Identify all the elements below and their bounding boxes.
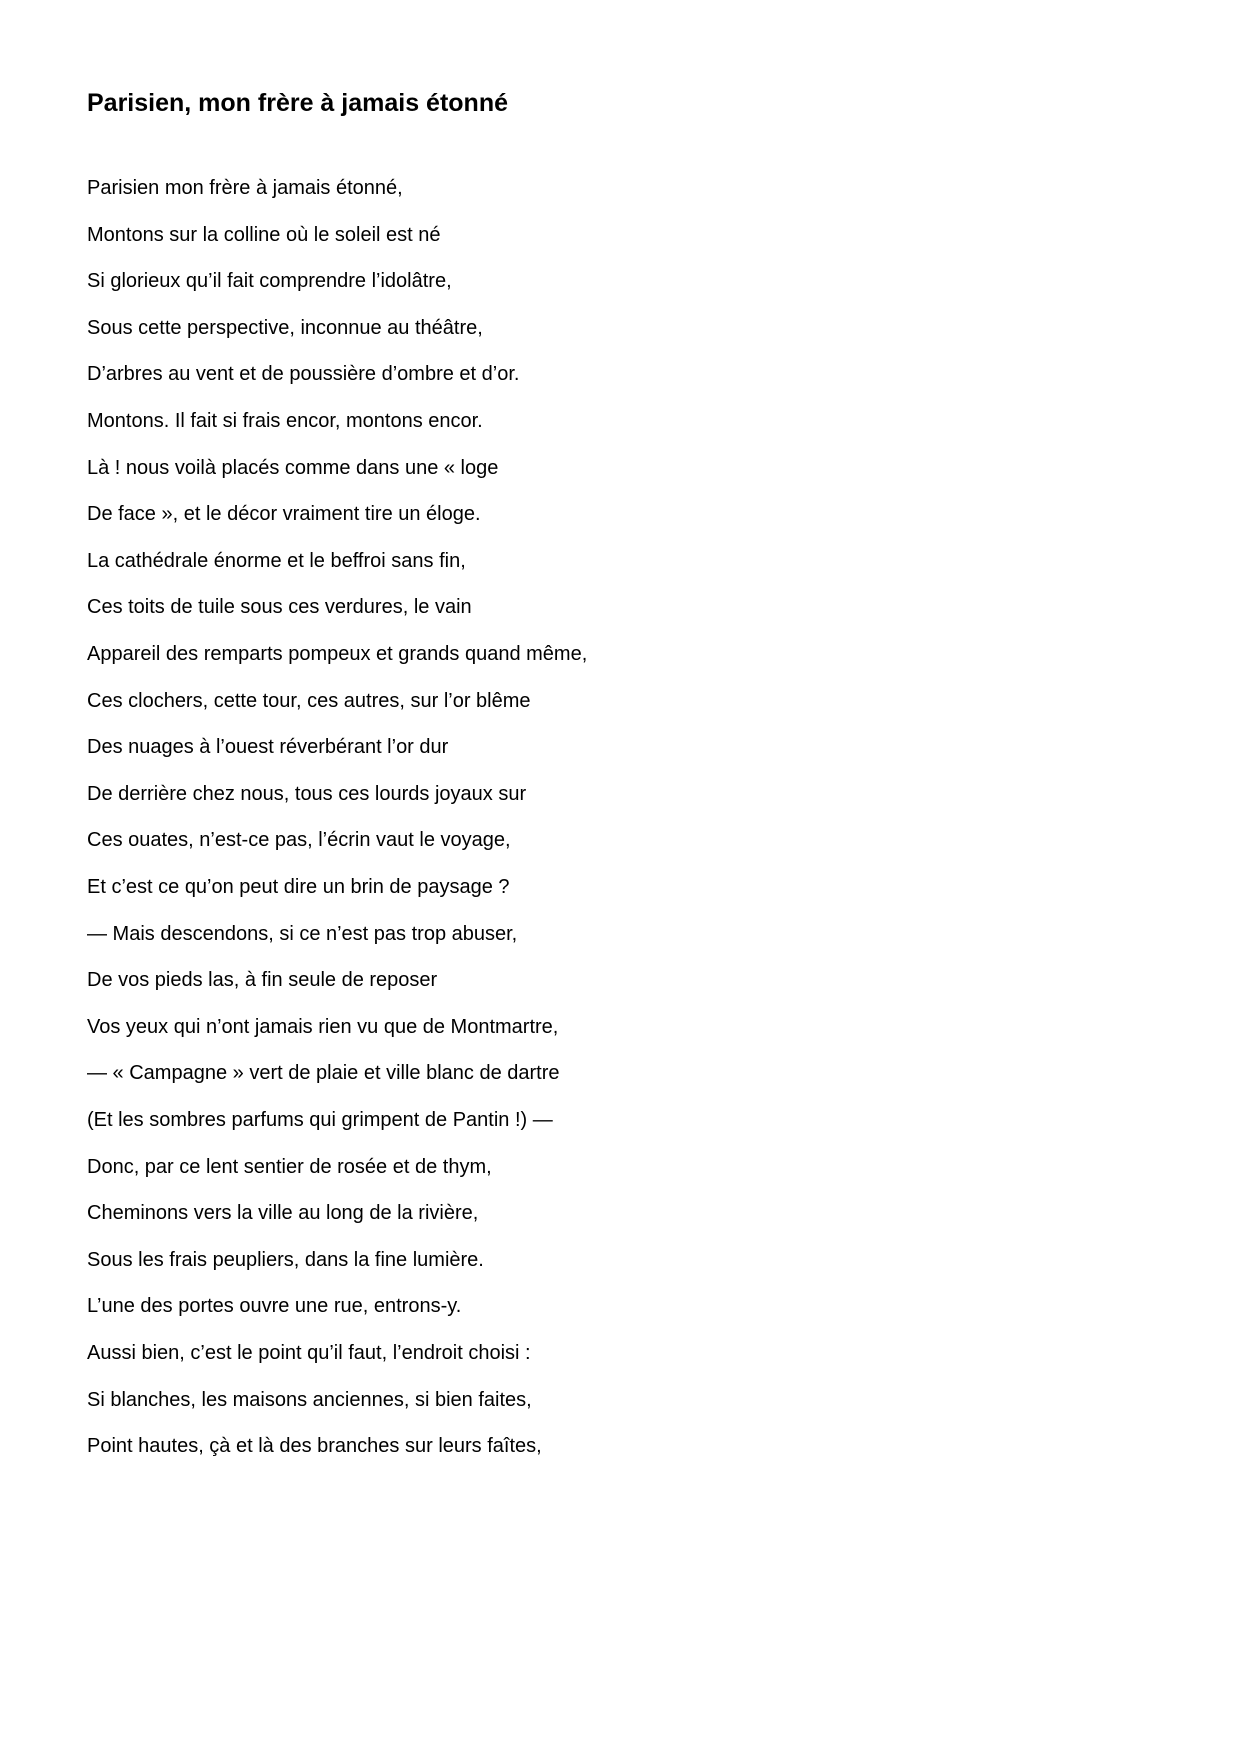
verse-line: Parisien mon frère à jamais étonné, (87, 177, 403, 199)
verse-line: (Et les sombres parfums qui grimpent de Pantin !) — (87, 1109, 553, 1131)
verse-line: — « Campagne » vert de plaie et ville blanc de dartre (87, 1062, 560, 1085)
verse-line: Et c’est ce qu’on peut dire un brin de paysage ? (87, 876, 510, 898)
verse-line: De face », et le décor vraiment tire un éloge. (87, 503, 481, 526)
verse-line: Appareil des remparts pompeux et grands quand même, (87, 643, 588, 665)
verse-line: Sous les frais peupliers, dans la fine lumière. (87, 1248, 484, 1271)
verse-line: Si glorieux qu’il fait comprendre l’idolâtre, (87, 270, 452, 293)
verse-line: Là ! nous voilà placés comme dans une « loge (87, 456, 499, 479)
poem-title: Parisien, mon frère à jamais étonné (87, 89, 508, 117)
verse-line: Si blanches, les maisons anciennes, si bien faites, (87, 1388, 532, 1411)
verse-line: — Mais descendons, si ce n’est pas trop abuser, (87, 922, 518, 945)
verse-line: Des nuages à l’ouest réverbérant l’or dur (87, 736, 449, 759)
verse-line: Ces clochers, cette tour, ces autres, sur l’or blême (87, 689, 531, 712)
verse-line: Donc, par ce lent sentier de rosée et de thym, (87, 1155, 492, 1178)
verse-line: D’arbres au vent et de poussière d’ombre et d’or. (87, 363, 520, 386)
verse-line: Sous cette perspective, inconnue au théâtre, (87, 316, 483, 339)
verse-line: Point hautes, çà et là des branches sur leurs faîtes, (87, 1435, 542, 1458)
verse-line: De vos pieds las, à fin seule de reposer (87, 969, 438, 992)
verse-line: La cathédrale énorme et le beffroi sans fin, (87, 549, 466, 572)
verse-line: Ces ouates, n’est-ce pas, l’écrin vaut le voyage, (87, 829, 511, 852)
verse-line: Vos yeux qui n’ont jamais rien vu que de Montmartre, (87, 1015, 559, 1038)
verse-line: Montons. Il fait si frais encor, montons encor. (87, 410, 483, 432)
verse-line: Cheminons vers la ville au long de la rivière, (87, 1202, 479, 1225)
verse-line: De derrière chez nous, tous ces lourds joyaux sur (87, 782, 527, 805)
verse-line: L’une des portes ouvre une rue, entrons-y. (87, 1295, 462, 1318)
verse-line: Aussi bien, c’est le point qu’il faut, l’endroit choisi : (87, 1342, 531, 1364)
verse-line: Montons sur la colline où le soleil est né (87, 223, 441, 246)
verse-line: Ces toits de tuile sous ces verdures, le vain (87, 596, 472, 619)
